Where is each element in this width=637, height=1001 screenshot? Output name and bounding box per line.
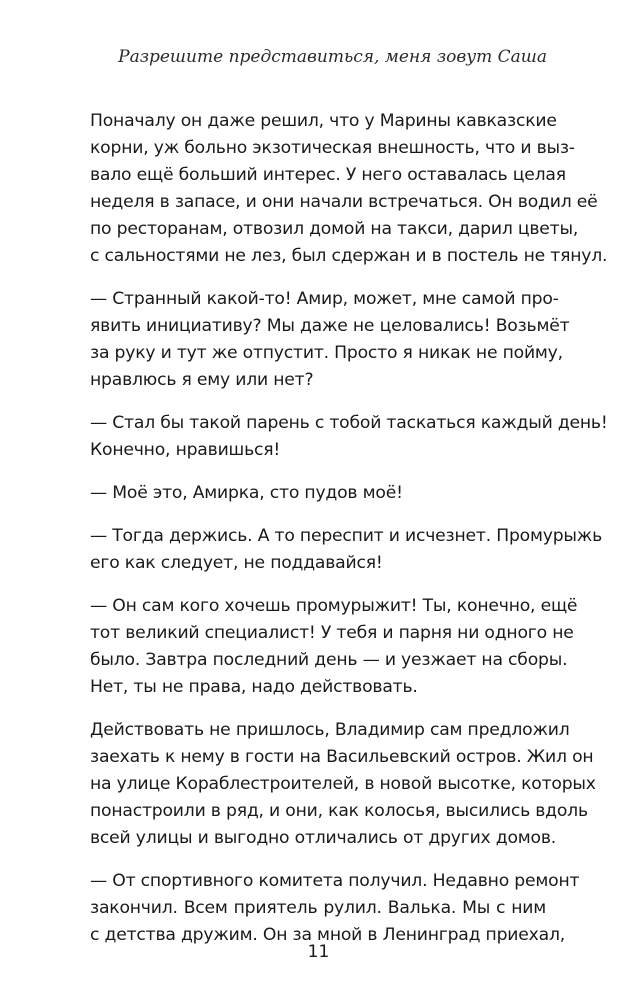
text-line: за руку и тут же отпустит. Просто я никак не пойму, xyxy=(90,343,563,363)
text-line: с сальностями не лез, был сдержан и в постель не тянул. xyxy=(90,246,608,266)
text-line: Действовать не пришлось, Владимир сам предложил xyxy=(90,720,570,740)
page-number: 11 xyxy=(307,942,330,962)
text-line: Поначалу он даже решил, что у Марины кавказские xyxy=(90,111,557,131)
paragraph xyxy=(90,480,546,507)
text-line: — Стал бы такой парень с тобой таскаться каждый день! xyxy=(90,413,608,433)
paragraph xyxy=(90,410,608,464)
text-line: было. Завтра последний день — и уезжает на сборы. xyxy=(90,650,568,670)
text-line: — От спортивного комитета получил. Недавно ремонт xyxy=(90,871,580,891)
text-line: всей улицы и выгодно отличались от других домов. xyxy=(90,828,557,848)
paragraph xyxy=(90,286,570,394)
text-line: на улице Кораблестроителей, в новой высотке, которых xyxy=(90,774,596,794)
text-line: Нет, ты не права, надо действовать. xyxy=(90,677,418,697)
text-line: явить инициативу? Мы даже не целовались! Возьмёт xyxy=(90,316,570,336)
running-head: Разрешите представиться, меня зовут Саша xyxy=(118,47,547,67)
paragraph xyxy=(90,593,578,701)
paragraph xyxy=(90,523,602,577)
body-text xyxy=(90,108,608,965)
text-line: по ресторанам, отвозил домой на такси, дарил цветы, xyxy=(90,219,579,239)
text-line: — Моё это, Амирка, сто пудов моё! xyxy=(90,483,403,503)
text-line: — Странный какой-то! Амир, может, мне самой про- xyxy=(90,289,559,309)
paragraph xyxy=(90,108,608,270)
text-line: понастроили в ряд, и они, как колосья, высились вдоль xyxy=(90,801,588,821)
text-line: тот великий специалист! У тебя и парня ни одного не xyxy=(90,623,574,643)
text-line: Конечно, нравишься! xyxy=(90,440,281,460)
text-line: его как следует, не поддавайся! xyxy=(90,553,383,573)
text-line: заехать к нему в гости на Васильевский остров. Жил он xyxy=(90,747,594,767)
text-line: с детства дружим. Он за мной в Ленинград приехал, xyxy=(90,925,566,945)
text-line: корни, уж больно экзотическая внешность, что и выз- xyxy=(90,138,575,158)
text-line: — Тогда держись. А то переспит и исчезнет. Промурыжь xyxy=(90,526,602,546)
paragraph xyxy=(90,868,580,949)
text-line: нравлюсь я ему или нет? xyxy=(90,370,314,390)
text-line: — Он сам кого хочешь промурыжит! Ты, конечно, ещё xyxy=(90,596,578,616)
paragraph xyxy=(90,717,596,852)
text-line: неделя в запасе, и они начали встречаться. Он водил её xyxy=(90,192,598,212)
text-line: вало ещё больший интерес. У него оставалась целая xyxy=(90,165,566,185)
text-line: закончил. Всем приятель рулил. Валька. Мы с ним xyxy=(90,898,546,918)
